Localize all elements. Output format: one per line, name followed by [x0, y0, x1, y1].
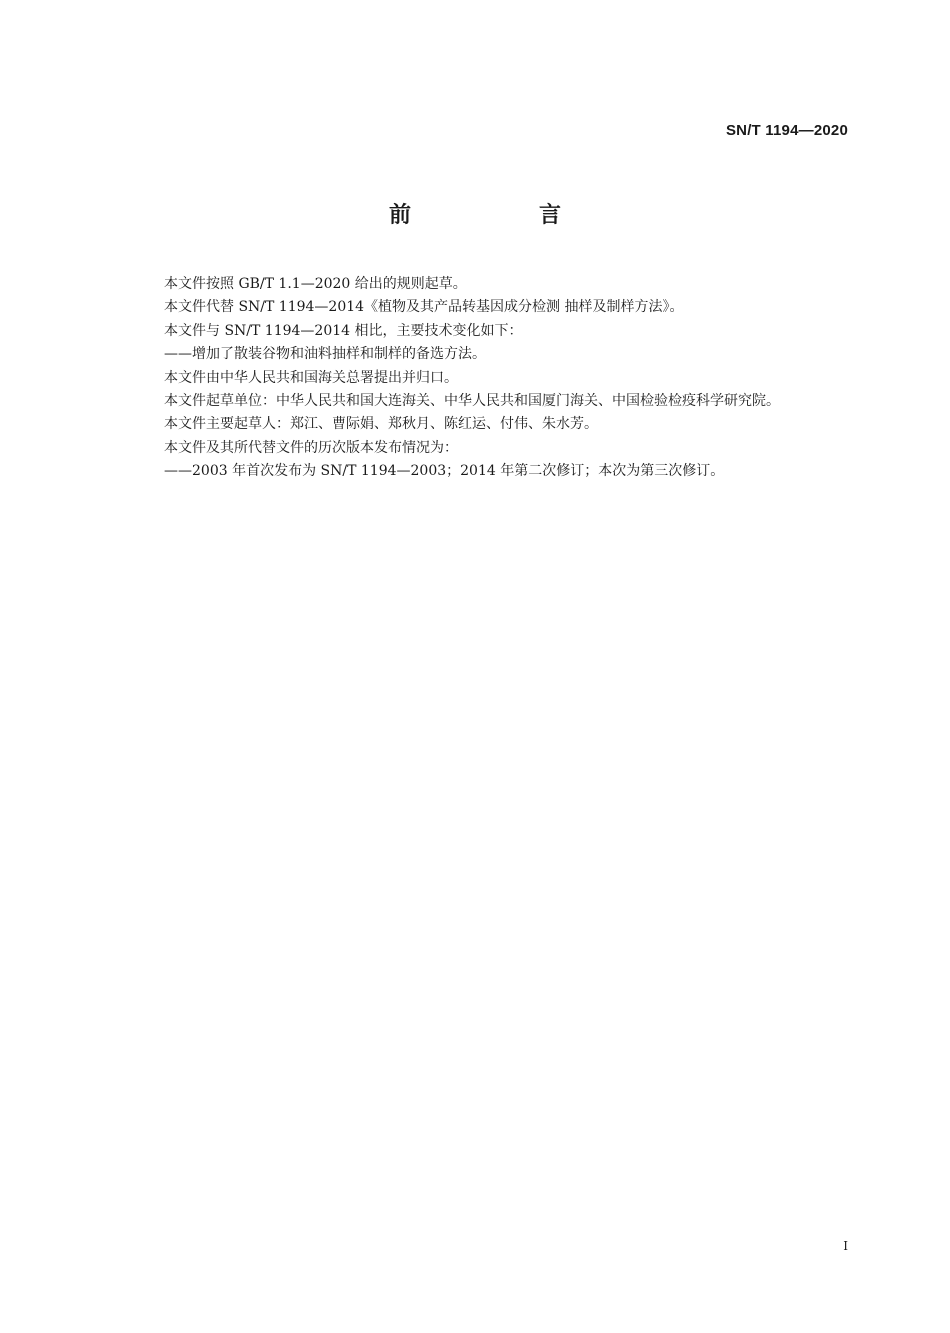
paragraph-changes-intro: 本文件与 SN/T 1194—2014 相比，主要技术变化如下：: [164, 322, 523, 339]
paragraph-proposed-by: 本文件由中华人民共和国海关总署提出并归口。: [164, 369, 458, 386]
paragraph-history-intro: 本文件及其所代替文件的历次版本发布情况为：: [164, 439, 458, 456]
paragraph-change-item: ——增加了散装谷物和油料抽样和制样的备选方法。: [164, 346, 486, 363]
standard-code: SN/T 1194—2020: [725, 122, 848, 139]
paragraph-history-item: ——2003 年首次发布为 SN/T 1194—2003；2014 年第二次修订；本次为第三次修订。: [164, 463, 725, 480]
page-number: I: [843, 1239, 848, 1253]
paragraph-replaces: 本文件代替 SN/T 1194—2014《植物及其产品转基因成分检测 抽样及制样方法》。: [164, 299, 684, 316]
page-title: 前 言: [388, 203, 614, 228]
paragraph-drafting-units: 本文件起草单位：中华人民共和国大连海关、中华人民共和国厦门海关、中国检验检疫科学研究院。: [164, 393, 780, 410]
paragraph-drafting-rules: 本文件按照 GB/T 1.1—2020 给出的规则起草。: [164, 276, 467, 292]
paragraph-drafters: 本文件主要起草人：郑江、曹际娟、郑秋月、陈红运、付伟、朱水芳。: [164, 416, 598, 433]
foreword-body: [134, 273, 850, 484]
